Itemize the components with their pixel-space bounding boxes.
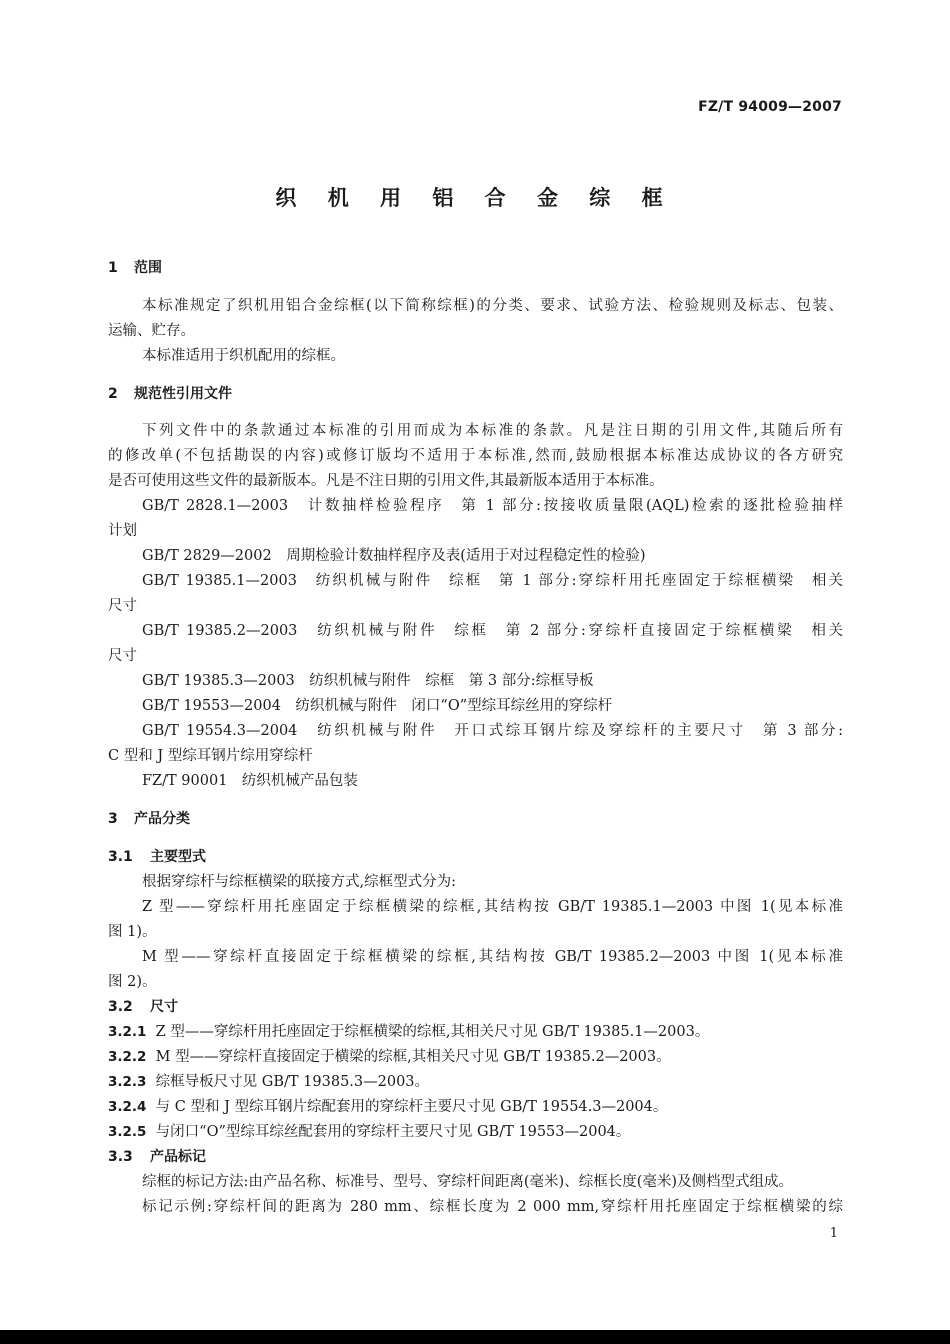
paragraph-line: 的修改单(不包括勘误的内容)或修订版均不适用于本标准,然而,鼓励根据本标准达成协议的各方研究 [108, 448, 843, 464]
section-2-heading [108, 383, 843, 405]
clause-number: 3.2.5 [108, 1124, 147, 1140]
reference-line: GB/T 2829—2002 周期检验计数抽样程序及表(适用于对过程稳定性的检验) [142, 548, 646, 564]
page-number: 1 [829, 1226, 838, 1241]
paragraph-line: M 型——穿综杆直接固定于综框横梁的综框,其结构按 GB/T 19385.2—2003 中图 1(见本标准 [142, 949, 843, 965]
section-number: 3 [108, 811, 118, 827]
clause-number: 3.2.4 [108, 1099, 147, 1115]
section-title: 范围 [134, 260, 162, 276]
clause-text: 与闭口“O”型综耳综丝配套用的穿综杆主要尺寸见 GB/T 19553—2004。 [155, 1124, 631, 1140]
reference-line: GB/T 19553—2004 纺织机械与附件 闭口“O”型综耳综丝用的穿综杆 [142, 698, 613, 714]
paragraph-line: 标记示例:穿综杆间的距离为 280 mm、综框长度为 2 000 mm,穿综杆用托座固定于综框横梁的综 [142, 1199, 843, 1215]
clause-text: 综框导板尺寸见 GB/T 19385.3—2003。 [155, 1074, 430, 1090]
paragraph-line: 本标准规定了织机用铝合金综框(以下简称综框)的分类、要求、试验方法、检验规则及标志、包装、 [142, 298, 843, 314]
clause-line [108, 1046, 843, 1068]
reference-line: GB/T 2828.1—2003 计数抽样检验程序 第 1 部分:按接收质量限(AQL)检索的逐批检验抽样 [142, 498, 843, 514]
section-title: 产品分类 [134, 811, 190, 827]
paragraph-line: Z 型——穿综杆用托座固定于综框横梁的综框,其结构按 GB/T 19385.1—2003 中图 1(见本标准 [142, 899, 843, 915]
reference-line: FZ/T 90001 纺织机械产品包装 [142, 773, 358, 789]
subsection-title: 主要型式 [150, 849, 206, 865]
subsection-title: 产品标记 [150, 1149, 206, 1165]
reference-line: GB/T 19385.1—2003 纺织机械与附件 综框 第 1 部分:穿综杆用托座固定于综框横梁 相关 [142, 573, 843, 589]
section-title: 规范性引用文件 [134, 386, 232, 402]
reference-line: GB/T 19554.3—2004 纺织机械与附件 开口式综耳钢片综及穿综杆的主要尺寸 第 3 部分: [142, 723, 843, 739]
subsection-3-3-heading [108, 1146, 843, 1168]
clause-line [108, 1121, 843, 1143]
reference-line: 尺寸 [108, 598, 137, 614]
subsection-number: 3.1 [108, 849, 133, 865]
clause-text: 与 C 型和 J 型综耳钢片综配套用的穿综杆主要尺寸见 GB/T 19554.3—2004。 [155, 1099, 668, 1115]
reference-line: 计划 [108, 523, 137, 539]
section-number: 1 [108, 260, 118, 276]
reference-line: GB/T 19385.3—2003 纺织机械与附件 综框 第 3 部分:综框导板 [142, 673, 594, 689]
reference-line: C 型和 J 型综耳钢片综用穿综杆 [108, 748, 313, 764]
reference-line: GB/T 19385.2—2003 纺织机械与附件 综框 第 2 部分:穿综杆直接固定于综框横梁 相关 [142, 623, 843, 639]
clause-number: 3.2.3 [108, 1074, 147, 1090]
reference-line: 尺寸 [108, 648, 137, 664]
paragraph-line: 图 2)。 [108, 974, 157, 990]
section-1-heading [108, 257, 843, 279]
clause-line [108, 1096, 843, 1118]
paragraph-line: 运输、贮存。 [108, 323, 195, 339]
paragraph-line: 综框的标记方法:由产品名称、标准号、型号、穿综杆间距离(毫米)、综框长度(毫米)及侧档型式组成。 [142, 1174, 794, 1190]
clause-line [108, 1071, 843, 1093]
subsection-3-1-heading [108, 846, 843, 868]
subsection-number: 3.2 [108, 999, 133, 1015]
document-title: 织 机 用 铝 合 金 综 框 [275, 186, 675, 210]
paragraph-line: 下列文件中的条款通过本标准的引用而成为本标准的条款。凡是注日期的引用文件,其随后所有 [142, 423, 843, 439]
paragraph-line: 本标准适用于织机配用的综框。 [142, 348, 345, 364]
clause-text: Z 型——穿综杆用托座固定于综框横梁的综框,其相关尺寸见 GB/T 19385.1—2003。 [155, 1024, 710, 1040]
subsection-number: 3.3 [108, 1149, 133, 1165]
section-number: 2 [108, 386, 118, 402]
clause-number: 3.2.1 [108, 1024, 147, 1040]
paragraph-line: 根据穿综杆与综框横梁的联接方式,综框型式分为: [142, 874, 456, 890]
subsection-3-2-heading [108, 996, 843, 1018]
clause-line [108, 1021, 843, 1043]
standard-number: FZ/T 94009—2007 [698, 99, 842, 115]
section-3-heading [108, 808, 843, 830]
clause-number: 3.2.2 [108, 1049, 147, 1065]
paragraph-line: 是否可使用这些文件的最新版本。凡是不注日期的引用文件,其最新版本适用于本标准。 [108, 473, 664, 489]
bottom-border [0, 1330, 950, 1344]
subsection-title: 尺寸 [150, 999, 178, 1015]
paragraph-line: 图 1)。 [108, 924, 157, 940]
clause-text: M 型——穿综杆直接固定于横梁的综框,其相关尺寸见 GB/T 19385.2—2003。 [155, 1049, 671, 1065]
